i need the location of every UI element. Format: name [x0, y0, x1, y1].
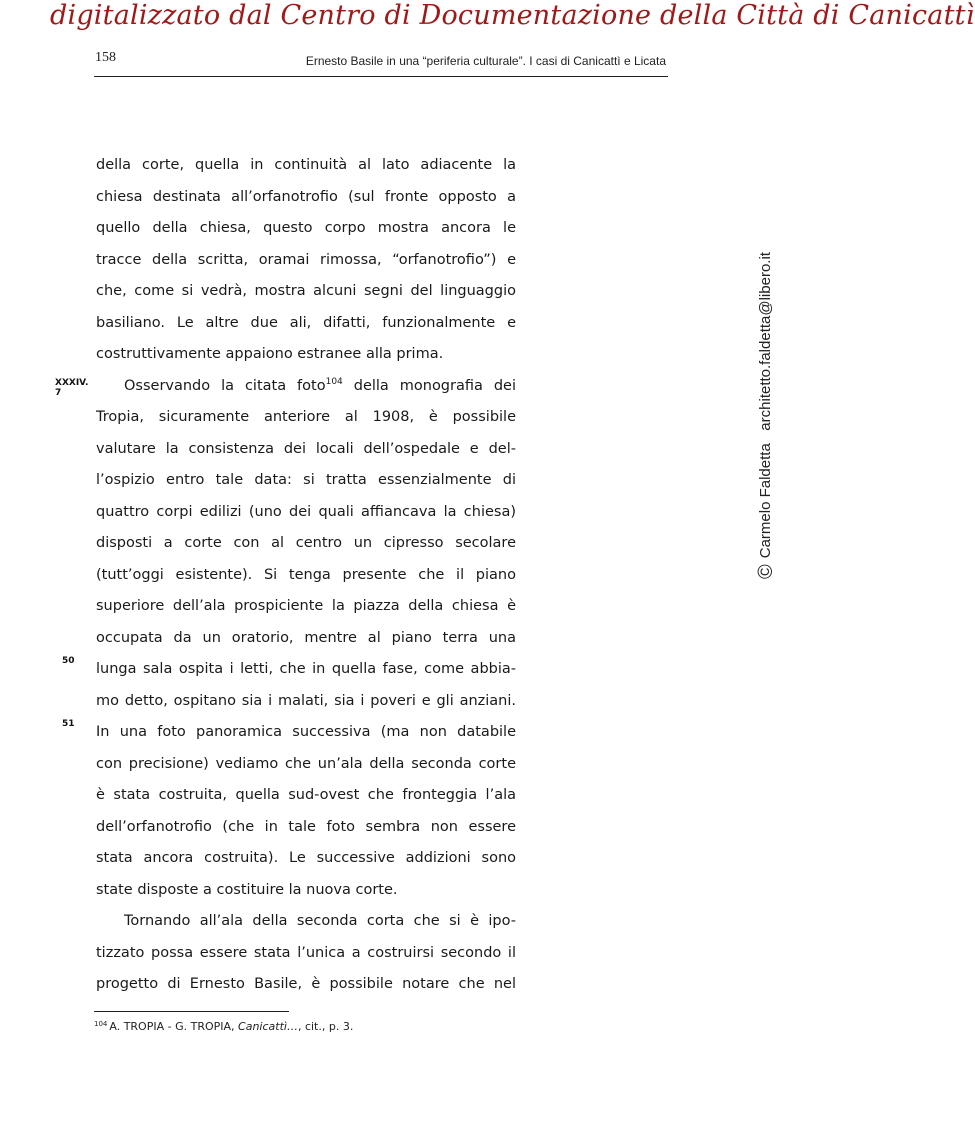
text-line: della corte, quella in continuità al lato adiacente la — [96, 157, 516, 173]
text-line: mo detto, ospitano sia i malati, sia i poveri e gli anziani. — [96, 692, 516, 709]
text-line: progetto di Ernesto Basile, è possibile notare che nel — [96, 976, 516, 992]
text-line: occupata da un oratorio, mentre al piano terra una — [96, 629, 516, 646]
text-line: state disposte a costituire la nuova corte. — [96, 881, 398, 898]
text-fragment: della monografia dei — [342, 377, 516, 394]
text-line: superiore dell’ala prospiciente la piazza della chiesa è — [96, 598, 516, 614]
margin-mark-roman-b: 7 — [55, 388, 62, 398]
text-fragment: Osservando la citata foto — [124, 377, 326, 394]
margin-mark-50: 50 — [62, 656, 75, 666]
text-line: tizzato possa essere stata l’unica a costruirsi secondo il — [96, 944, 516, 961]
header-rule — [94, 76, 668, 77]
text-line: stata ancora costruita). Le successive addizioni sono — [96, 850, 516, 866]
text-line: disposti a corte con al centro un cipresso secolare — [96, 535, 516, 551]
footnote-number: 104 — [94, 1020, 108, 1028]
running-title: Ernesto Basile in una “periferia culturale”. I casi di Canicattì e Licata — [305, 54, 666, 68]
copyright-icon: © — [755, 564, 777, 579]
text-line-footnote-ref — [96, 371, 516, 403]
text-line: che, come si vedrà, mostra alcuni segni del linguaggio — [96, 283, 516, 299]
footnote — [94, 1020, 353, 1033]
text-line: dell’orfanotrofio (che in tale foto sembra non essere — [96, 818, 516, 835]
body-text — [96, 150, 516, 1001]
footnote-rule — [94, 1011, 289, 1012]
text-line: chiesa destinata all’orfanotrofio (sul fronte opposto a — [96, 188, 516, 205]
margin-mark-51: 51 — [62, 719, 75, 729]
text-line: quattro corpi edilizi (uno dei quali affiancava la chiesa) — [96, 503, 516, 520]
margin-mark-roman-a: XXXIV. — [55, 378, 89, 388]
footnote-reference: 104 — [325, 376, 343, 387]
text-line: tracce della scritta, oramai rimossa, “orfanotrofio”) e — [96, 251, 516, 268]
footnote-rest: , cit., p. 3. — [297, 1020, 354, 1033]
side-credit-text: Carmelo Faldetta architetto.faldetta@libero.it — [757, 252, 774, 559]
text-line: (tutt’oggi esistente). Si tenga presente che il piano — [96, 566, 516, 583]
text-line: l’ospizio entro tale data: si tratta essenzialmente di — [96, 472, 516, 488]
text-line: con precisione) vediamo che un’ala della seconda corte — [96, 755, 516, 772]
footnote-authors: A. TROPIA - G. TROPIA, — [109, 1020, 239, 1033]
text-line: Tornando all’ala della seconda corta che si è ipo- — [124, 913, 516, 929]
text-line: Tropia, sicuramente anteriore al 1908, è possibile — [96, 409, 516, 425]
text-line: costruttivamente appaiono estranee alla prima. — [96, 346, 444, 362]
text-line: basiliano. Le altre due ali, difatti, funzionalmente e — [96, 314, 516, 331]
margin-mark-roman — [55, 378, 88, 398]
text-line: è stata costruita, quella sud-ovest che fronteggia l’ala — [96, 787, 516, 803]
page-number: 158 — [95, 50, 116, 65]
footnote-title: Canicattì… — [238, 1020, 298, 1033]
digitization-watermark: digitalizzato dal Centro di Documentazione della Città di Canicattì — [50, 0, 975, 31]
text-line: In una foto panoramica successiva (ma non databile — [96, 724, 516, 740]
text-line: quello della chiesa, questo corpo mostra ancora le — [96, 220, 516, 236]
side-credit — [755, 252, 778, 579]
text-line: valutare la consistenza dei locali dell’ospedale e del- — [96, 440, 516, 457]
text-line: lunga sala ospita i letti, che in quella fase, come abbia- — [96, 661, 516, 677]
